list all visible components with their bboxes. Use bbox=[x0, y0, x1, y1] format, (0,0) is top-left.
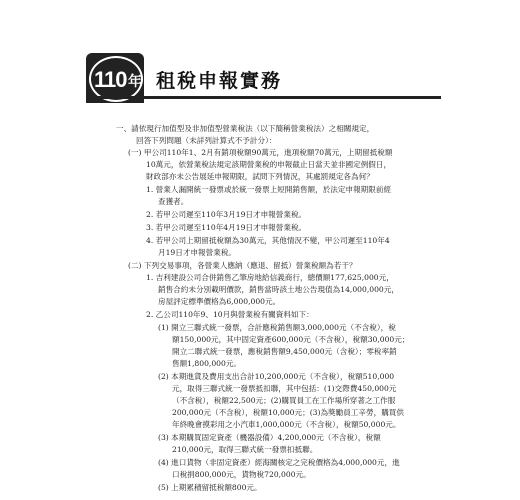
year-number: 110 bbox=[94, 67, 127, 92]
detail-item-line: (4) 進口貨物（非固定資產）經海關核定之完稅價格為4,000,000元，進 bbox=[158, 458, 400, 467]
sub-question-line: (二) 下列交易事項，各營業人應納（應退、留抵）營業稅額為若干？ bbox=[128, 261, 357, 270]
year-suffix: 年 bbox=[128, 73, 142, 89]
list-item-line: 1. 營業人漏開統一發票或於統一發票上短開銷售額，於法定申報期限前經 bbox=[146, 185, 392, 194]
question-intro-line: 一、請依現行加值型及非加值型營業稅法（以下簡稱營業稅法）之相關規定， bbox=[116, 124, 375, 133]
list-item-line: 1. 吉利建設公司合併銷售乙筆房地給信義商行，總價額177,625,000元， bbox=[146, 273, 394, 282]
detail-item-line: (2) 本期進貨及費用支出合計10,200,000元（不含稅），稅額510,000 bbox=[158, 372, 395, 381]
sub-question-line: 10萬元，依營業稅法規定該期營業稅的申報截止日當天並非國定例假日， bbox=[146, 160, 392, 169]
detail-item-line: 口稅捐800,000元，貨物稅720,000元。 bbox=[172, 470, 311, 479]
list-item-line: 3. 若甲公司遲至110年4月19日才申報營業稅。 bbox=[146, 223, 307, 232]
detail-item-line: (1) 開立三聯式統一發票，合計應稅銷售額3,000,000元（不含稅），稅 bbox=[158, 323, 396, 332]
detail-item-line: 開立二聯式統一發票，應稅銷售額9,450,000元（含稅）；零稅率銷 bbox=[172, 347, 397, 356]
detail-item-line: （不含稅），稅額22,500元；(2)購買員工在工作場所穿著之工作服 bbox=[172, 396, 396, 405]
detail-item-line: 元，取得三聯式統一發票抵扣聯，其中包括：(1)交際費450,000元 bbox=[172, 384, 397, 393]
detail-item-line: 210,000元，取得三聯式統一發票扣抵聯。 bbox=[172, 445, 318, 454]
sub-question-line: 財政部亦未公告展延申報期限，試問下列情況，其處罰規定各為何？ bbox=[146, 172, 374, 181]
question-intro-line: 回答下列問題（未詳列計算式不予計分）： bbox=[136, 136, 277, 145]
detail-item-line: (3) 本期購買固定資產（機器設備）4,200,000元（不含稅），稅額 bbox=[158, 433, 381, 442]
detail-item-line: 額150,000元，其中固定資產600,000元（不含稅），稅額30,000元； bbox=[172, 335, 410, 344]
list-item-line: 4. 若甲公司上期留抵稅額為30萬元，其他情況不變，甲公司遲至110年4 bbox=[146, 236, 390, 245]
detail-item-line: 售額1,800,000元。 bbox=[172, 359, 242, 368]
list-item-line: 月19日才申報營業稅。 bbox=[158, 248, 237, 257]
list-item-line: 房屋評定標準價格為6,000,000元。 bbox=[158, 297, 281, 306]
detail-item-line: 年終晚會摸彩用之小汽車1,000,000元（不含稅），稅額50,000元。 bbox=[172, 420, 401, 429]
header-rule bbox=[86, 96, 441, 99]
detail-item-line: (5) 上期累積留抵稅額800元。 bbox=[158, 483, 262, 492]
page-title: 租稅申報實務 bbox=[156, 70, 283, 92]
list-item-line: 銷售合約未分別載明價款，銷售當時該土地公告現值為14,000,000元， bbox=[158, 285, 399, 294]
list-item-line: 查獲者。 bbox=[158, 197, 189, 206]
sub-question-line: (一) 甲公司110年1、2月有銷項稅額90萬元，進項稅額70萬元，上期留抵稅額 bbox=[128, 148, 393, 157]
list-item-line: 2. 若甲公司遲至110年3月19日才申報營業稅。 bbox=[146, 210, 307, 219]
list-item-line: 2. 乙公司110年9、10月與營業稅有關資料如下： bbox=[146, 310, 314, 319]
detail-item-line: 200,000元（不含稅），稅額10,000元；(3)為獎勵員工辛勞，購買供 bbox=[172, 408, 404, 417]
